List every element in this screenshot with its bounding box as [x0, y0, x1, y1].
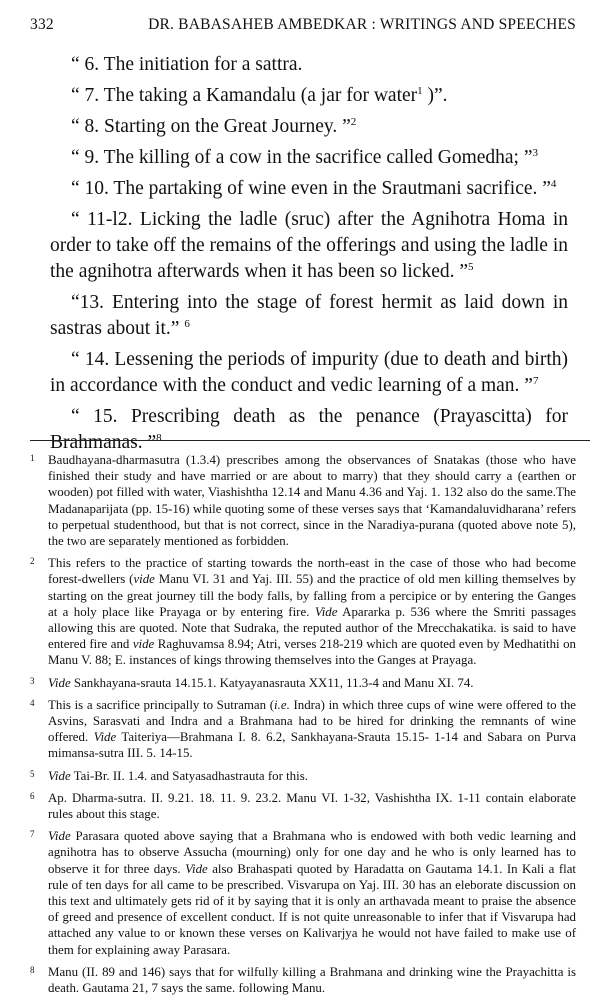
list-item: “ 10. The partaking of wine even in the Srautmani sacrifice. ”$^4$ [71, 178, 557, 199]
list-item: “ 7. The taking a Kamandalu (a jar for water$^1$ )”. [71, 85, 448, 106]
list-item: “ 8. Starting on the Great Journey. ”$^2$ [71, 116, 357, 137]
list-item: “ 6. The initiation for a sattra. [71, 54, 303, 75]
running-title: DR. BABASAHEB AMBEDKAR : WRITINGS AND SPEECHES [148, 16, 576, 33]
footnote-number: 6 [30, 790, 35, 801]
footnote: 4 This is a sacrifice principally to Sutraman (i.e. Indra) in which three cups of wine were offered to the Asvins, Sarasvati and Indra and a Brahmana had to be hired for drinking the remnants of wine offered. Vide Taiteriya—Brahmana I. 8. 6.2, Sankhayana-Srauta 15.15- 1-14 and Sabara on Purva mimansa-sutra III. 5. 14-15. [30, 697, 576, 762]
list-item: “ 11-l2. Licking the ladle (sruc) after the Agnihotra Homa in order to take off the remains of the offerings and using the ladle in the agnihotra afterwards when it has been so licked. ”$^5$ [50, 209, 568, 282]
footnote-marker: 6 [184, 318, 190, 330]
footnote-marker: 5 [468, 261, 474, 273]
footnote-number: 5 [30, 768, 35, 779]
footnote: 6 Ap. Dharma-sutra. II. 9.21. 18. 11. 9. 23.2. Manu VI. 1-32, Vashishtha IX. 1-11 contain elaborate rules about this stage. [30, 790, 576, 822]
list-item: “ 9. The killing of a cow in the sacrifice called Gomedha; ”$^3$ [71, 147, 539, 168]
list-item: “13. Entering into the stage of forest hermit as laid down in sastras about it.” $^6$ [50, 292, 568, 339]
footnote-number: 4 [30, 697, 35, 708]
footnote-marker: 1 [417, 85, 423, 97]
footnote: 3 Vide Sankhayana-srauta 14.15.1. Katyayanasrauta XX11, 11.3-4 and Manu XI. 74. [30, 675, 576, 691]
footnote-number: 3 [30, 675, 35, 686]
footnote-marker: 8 [156, 432, 162, 444]
footnote-number: 1 [30, 453, 35, 463]
page-number: 332 [30, 16, 54, 33]
footnote-marker: 2 [350, 116, 357, 128]
footnote: 7 Vide Parasara quoted above saying that a Brahmana who is endowed with both vedic learning and agnihotra has to observe Assucha (mourning) only for one day and he who is only learned has to observe it for three days. Vide also Brahaspati quoted by Haradatta on Gautama 14.1. In Kali a flat rule of ten days for all came to be prescribed. Visvarupa on Yaj. III. 30 has an eleborate discussion on this text and ultimately gets rid of it by saying that it is only an arthavada meant to praise the absence of greed and presence of excellent conduct. If is not quite unreasonable to infer that if Visvarupa had attached any value to or known these verses on Kalivarjya he would not have failed to make use of them for explaining away Parasara. [30, 828, 576, 958]
footnotes [30, 452, 576, 1002]
footnote-marker: 3 [532, 147, 539, 159]
footnote-divider [30, 440, 590, 441]
footnote-number: 7 [30, 829, 35, 840]
main-text [50, 52, 568, 461]
footnote: 5 Vide Tai-Br. II. 1.4. and Satyasadhastrauta for this. [30, 768, 576, 784]
footnote-number: 8 [30, 964, 35, 975]
running-header [30, 16, 576, 36]
footnote: 1 Baudhayana-dharmasutra (1.3.4) prescribes among the observances of Snatakas (those who have finished their study and have married or are about to marry) that they should carry a (earthen or wooden) pot filled with water, Viashishtha 12.14 and Manu 4.36 and Yaj. 1. 132 also do the same.The Madanaparijata (pp. 15-16) while quoting some of these verses says that ‘Kamandaluvidharana’ refers to perpetual studenthood, but that is not correct, since in the Naradiya-purana (quoted above note 5), the two are separately mentioned as forbidden. [30, 452, 576, 549]
list-item: “ 14. Lessening the periods of impurity (due to death and birth) in accordance with the conduct and vedic learning of a man. ”$^7$ [50, 349, 568, 396]
footnote-marker: 4 [550, 178, 557, 190]
footnote: 8 Manu (II. 89 and 146) says that for wilfully killing a Brahmana and drinking wine the Prayachitta is death. Gautama 21, 7 says the same. following Manu. [30, 964, 576, 996]
footnote: 2 This refers to the practice of starting towards the north-east in the case of those who had become forest-dwellers (vide Manu VI. 31 and Yaj. III. 55) and the practice of old men killing themselves by starting on the great journey till the body falls, by falling from a percipice or by entering the Ganges at a holy place like Prayaga or by entering fire. Vide Apararka p. 536 where the Smriti passages allowing this are quoted. Note that Sudraka, the reputed author of the Mrecchakatika. is said to have entered fire and vide Raghuvamsa 8.94; Atri, verses 218-219 which are quoted even by Medhatithi on Manu V. 88; E. instances of kings throwing themselves into the Ganges at Prayaga. [30, 555, 576, 668]
footnote-number: 2 [30, 556, 35, 567]
footnote-marker: 7 [532, 375, 539, 387]
list-item: “ 15. Prescribing death as the penance (Prayascitta) for Brahmanas. ”$^8$ [50, 406, 568, 453]
